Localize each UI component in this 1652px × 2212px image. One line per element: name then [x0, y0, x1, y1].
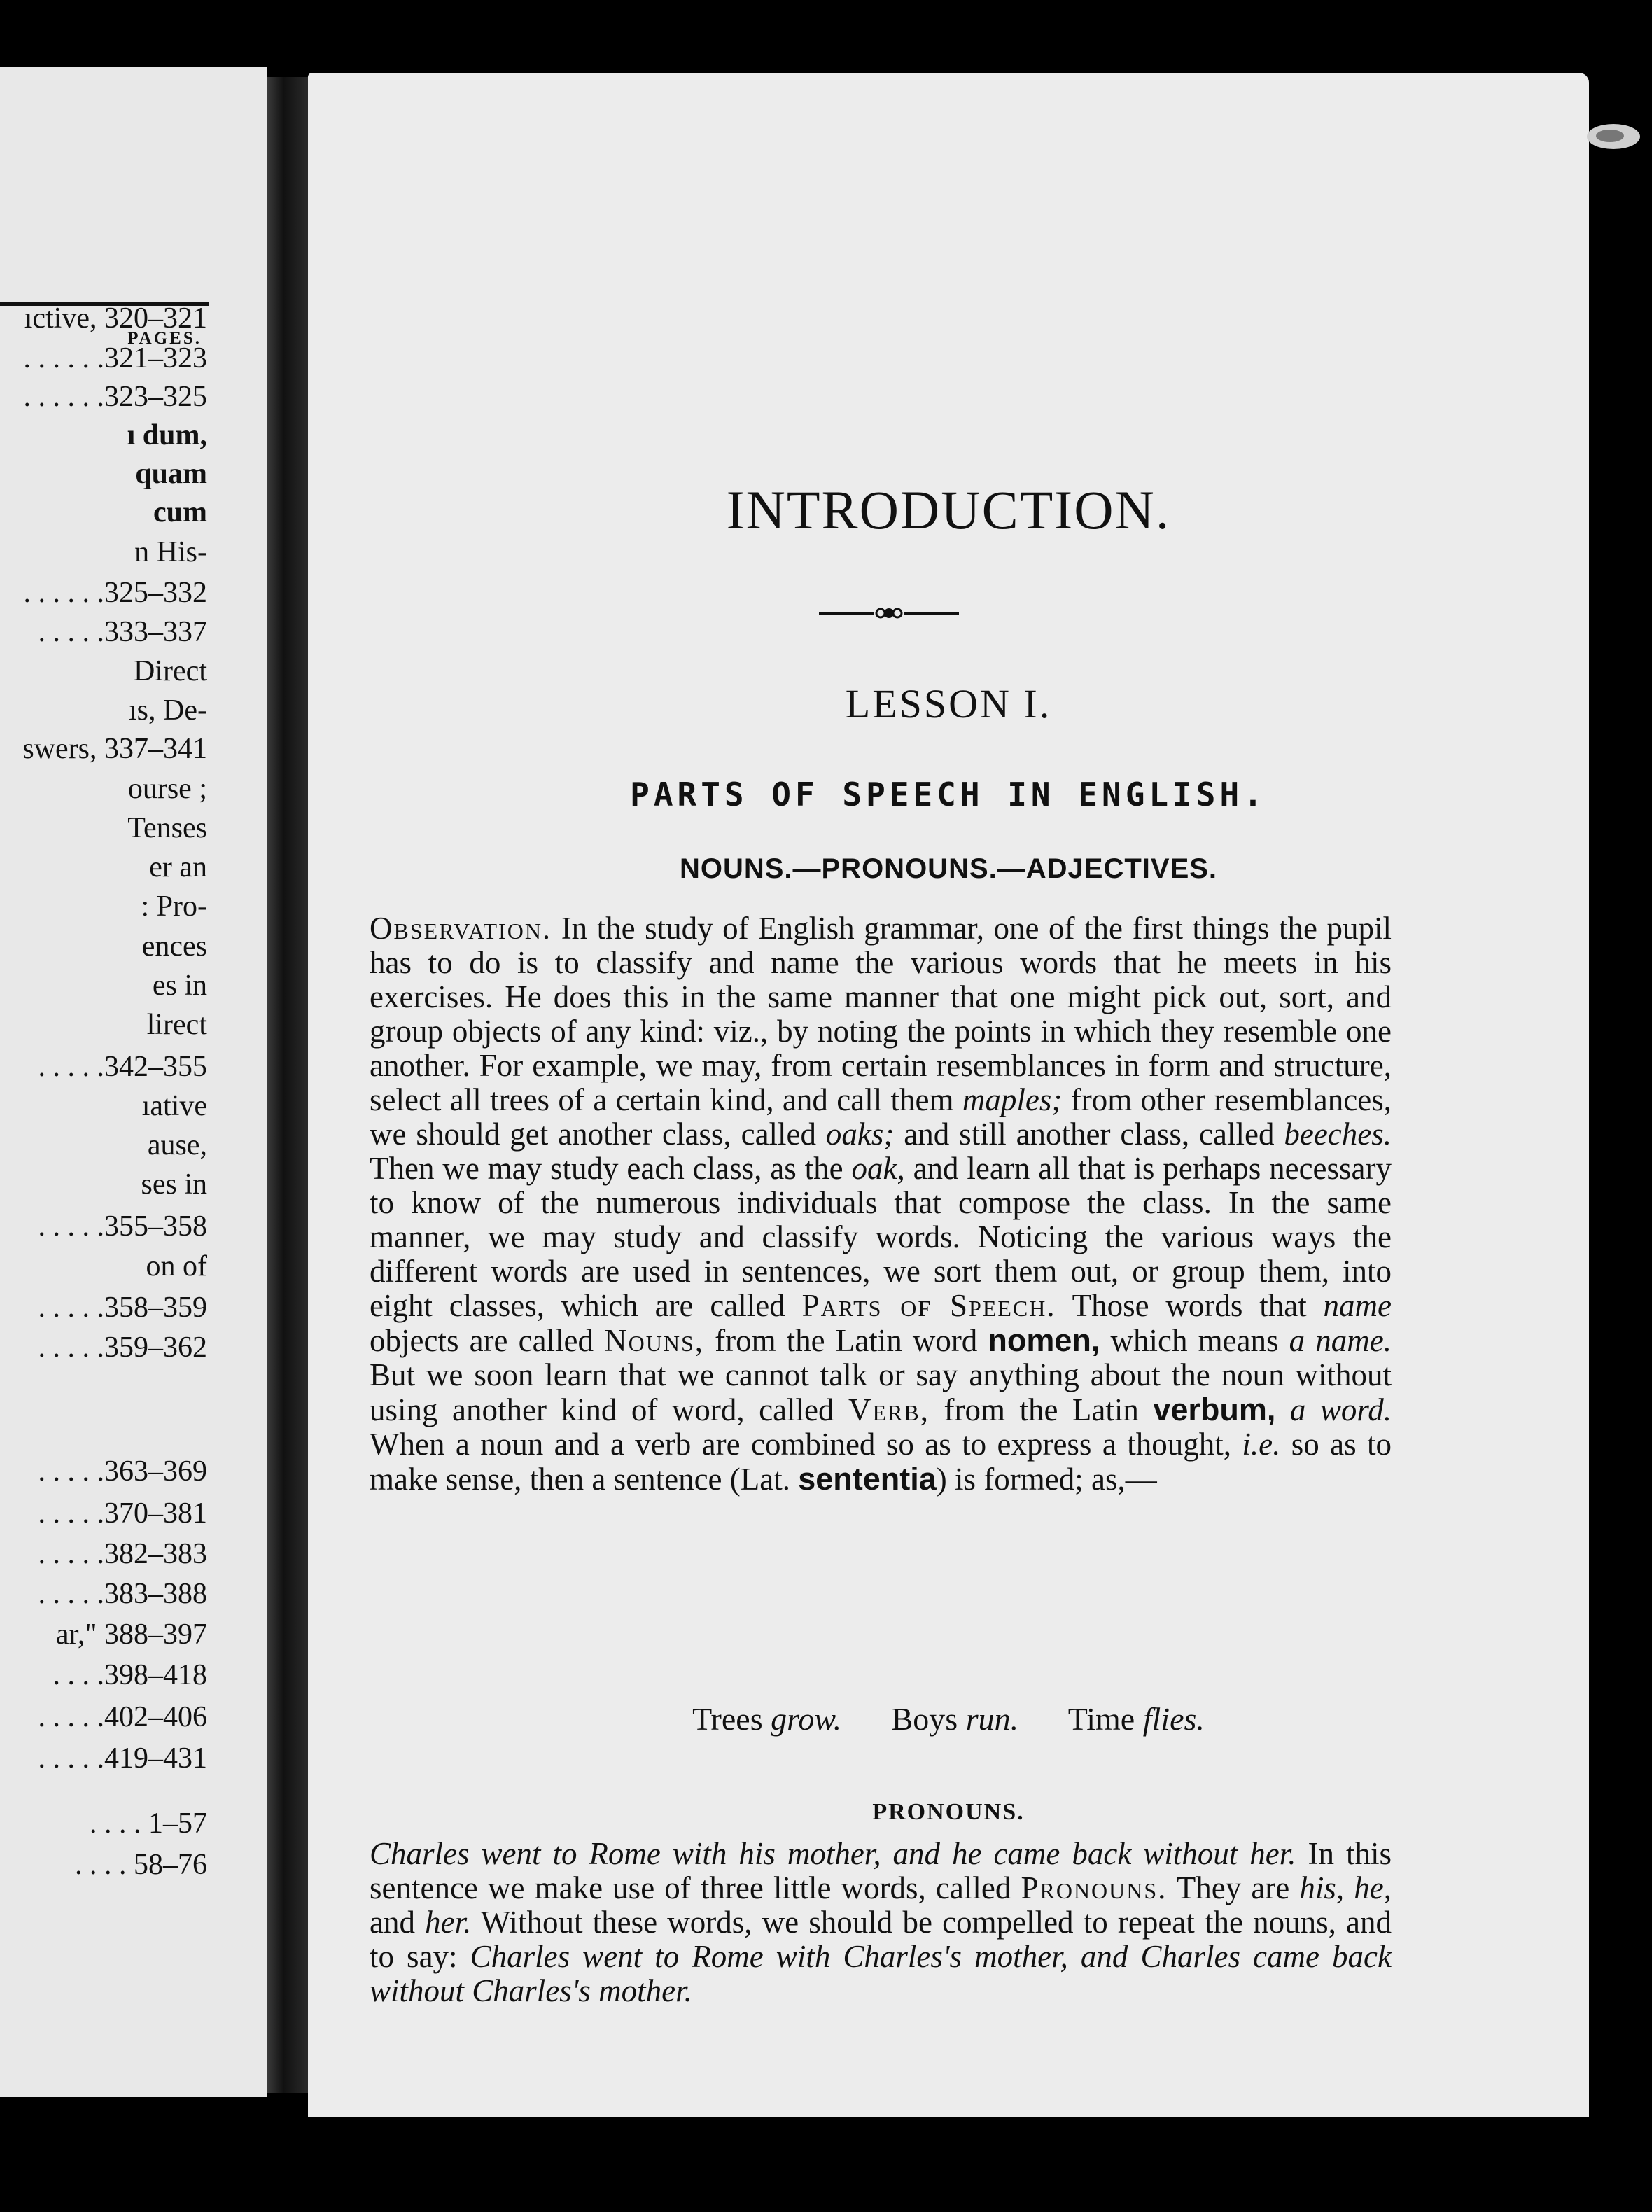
text-run [1344, 1870, 1354, 1905]
left-index-line: ıs, De- [129, 694, 207, 727]
left-index-line: swers, 337–341 [22, 733, 207, 765]
left-index-line: . . . . .382–383 [38, 1538, 207, 1570]
observation-paragraph [370, 911, 1392, 1497]
example-noun: Trees [692, 1701, 771, 1737]
italic-term: name [1323, 1288, 1392, 1323]
left-index-line: . . . . .359–362 [38, 1331, 207, 1364]
italic-term: her. [425, 1905, 472, 1940]
left-index-line: es in [152, 969, 207, 1002]
left-index-line: cum [153, 496, 207, 528]
text-run: But we soon learn that we cannot talk or say anything about the noun without using another kind of word, called [370, 1357, 1392, 1427]
italic-term: he, [1354, 1870, 1392, 1905]
text-run: In the study of English grammar, one of the first things the pupil has to do is to classify and name the various words that he meets in his exercises. He does this in the same manner that one might pick out, sort, and group objects of any kind: viz., by noting the points in which they resemble one another. For example, we may, from certain resemblances in form and structure, select all trees of a certain kind, and call them [370, 911, 1392, 1117]
text-run: so as to make sense, then a sentence (Lat. [370, 1427, 1392, 1497]
left-index-line: . . . . . .325–332 [23, 577, 207, 609]
left-index-line: Direct [134, 655, 207, 687]
left-index-line: ıctive, 320–321 [24, 302, 207, 335]
example-sentence [892, 1701, 1019, 1737]
example-sentence [692, 1701, 841, 1737]
latin-term: nomen, [988, 1322, 1100, 1358]
left-index-line: . . . . .358–359 [38, 1292, 207, 1324]
example-verb: flies. [1142, 1701, 1205, 1737]
left-index-line: . . . . .363–369 [38, 1455, 207, 1488]
italic-term: a name. [1289, 1323, 1392, 1358]
left-index-line: . . . . .419–431 [38, 1742, 207, 1774]
lesson-heading: LESSON I. [845, 681, 1052, 727]
italic-example: Charles went to Rome with Charles's mother, and Charles came back without Charles's mother. [370, 1939, 1392, 2008]
left-pages-header: PAGES. [127, 329, 202, 348]
scan-speck [1582, 119, 1645, 154]
latin-term: sententia [798, 1461, 937, 1497]
small-caps-term: Pronouns. [1021, 1870, 1168, 1905]
italic-term: oak, [851, 1151, 905, 1186]
text-run: objects are called [370, 1323, 605, 1358]
left-index-line: . . . .398–418 [52, 1659, 207, 1691]
left-page-fragment [0, 67, 267, 2097]
left-index-line: ause, [147, 1129, 207, 1161]
example-verb: run. [965, 1701, 1019, 1737]
book-spine [267, 77, 308, 2093]
text-run: from other resemblances, we should get another class, called [370, 1082, 1392, 1152]
italic-term: i.e. [1242, 1427, 1281, 1462]
left-index-line: . . . . .355–358 [38, 1210, 207, 1242]
left-index-line: . . . . . .323–325 [23, 381, 207, 413]
example-noun: Boys [891, 1701, 966, 1737]
example-sentence [1068, 1701, 1205, 1737]
left-index-line: . . . . .342–355 [38, 1051, 207, 1083]
left-index-line: ourse ; [127, 773, 207, 805]
italic-term: his, [1299, 1870, 1345, 1905]
left-index-line: n His- [134, 536, 207, 568]
text-run: and learn all that is perhaps necessary to know of the numerous individuals that compose the class. In the same manner, we may study and classify words. Noticing the various ways the different words are used in sentences, we sort them out, or group them, into eight classes, which are called [370, 1151, 1392, 1323]
text-run: They are [1167, 1870, 1300, 1905]
italic-term: oaks; [825, 1116, 895, 1152]
left-index-line: ar," 388–397 [55, 1618, 207, 1651]
left-index-line: . . . . .383–388 [38, 1578, 207, 1610]
left-index-line: . . . . .333–337 [38, 616, 207, 648]
left-index-line: on of [146, 1250, 207, 1282]
left-index-line: ses in [141, 1168, 207, 1200]
example-sentences [308, 1700, 1589, 1737]
text-run: from the Latin [930, 1392, 1154, 1427]
pronouns-paragraph [370, 1837, 1392, 2008]
text-run: and still another class, called [894, 1116, 1284, 1152]
page-title: INTRODUCTION. [726, 479, 1171, 540]
left-index-line: er an [149, 851, 207, 883]
left-index-line: . . . . . .321–323 [23, 342, 207, 374]
italic-term: maples; [962, 1082, 1063, 1117]
text-run: When a noun and a verb are combined so as to express a thought, [370, 1427, 1242, 1462]
observation-label: Observation. [370, 911, 552, 946]
left-index-line: . . . . 58–76 [75, 1849, 207, 1881]
left-index-line: ıative [141, 1090, 207, 1122]
nouns-pronouns-adjectives-heading: NOUNS.—PRONOUNS.—ADJECTIVES. [679, 853, 1218, 884]
main-page [308, 73, 1589, 2117]
text-run: ) is formed; as,— [936, 1462, 1157, 1497]
left-index-line: . . . . 1–57 [90, 1807, 207, 1840]
left-index-line: . . . . .402–406 [38, 1701, 207, 1733]
pronouns-heading: PRONOUNS. [872, 1799, 1025, 1825]
title-ornament [819, 603, 959, 624]
small-caps-term: Nouns, [604, 1323, 704, 1358]
text-run: Without these words, we should be compelled to repeat the nouns, and to say: [370, 1905, 1392, 1974]
left-index-line: ı dum, [127, 419, 207, 451]
left-index-line: lirect [146, 1009, 207, 1041]
example-noun: Time [1068, 1701, 1143, 1737]
text-run: Then we may study each class, as the [370, 1151, 852, 1186]
text-run [1275, 1392, 1290, 1427]
text-run: which means [1100, 1323, 1289, 1358]
small-caps-term: Parts of Speech. [802, 1288, 1056, 1323]
parts-of-speech-heading: PARTS OF SPEECH IN ENGLISH. [630, 776, 1267, 813]
text-run: and [370, 1905, 426, 1940]
left-index-line: Tenses [127, 812, 207, 844]
small-caps-term: Verb, [848, 1392, 930, 1427]
left-index-line: : Pro- [141, 890, 207, 923]
text-run: In this sentence we make use of three little words, called [370, 1836, 1392, 1905]
latin-term: verbum, [1153, 1392, 1276, 1427]
text-run: Those words that [1056, 1288, 1324, 1323]
italic-term: beeches. [1284, 1116, 1392, 1152]
left-index-line: ences [141, 930, 207, 962]
italic-example: Charles went to Rome with his mother, and he came back without her. [370, 1836, 1296, 1871]
left-index-line: quam [135, 458, 207, 490]
example-verb: grow. [771, 1701, 842, 1737]
italic-term: a word. [1289, 1392, 1392, 1427]
text-run: from the Latin word [704, 1323, 988, 1358]
left-index-line: . . . . .370–381 [38, 1497, 207, 1530]
